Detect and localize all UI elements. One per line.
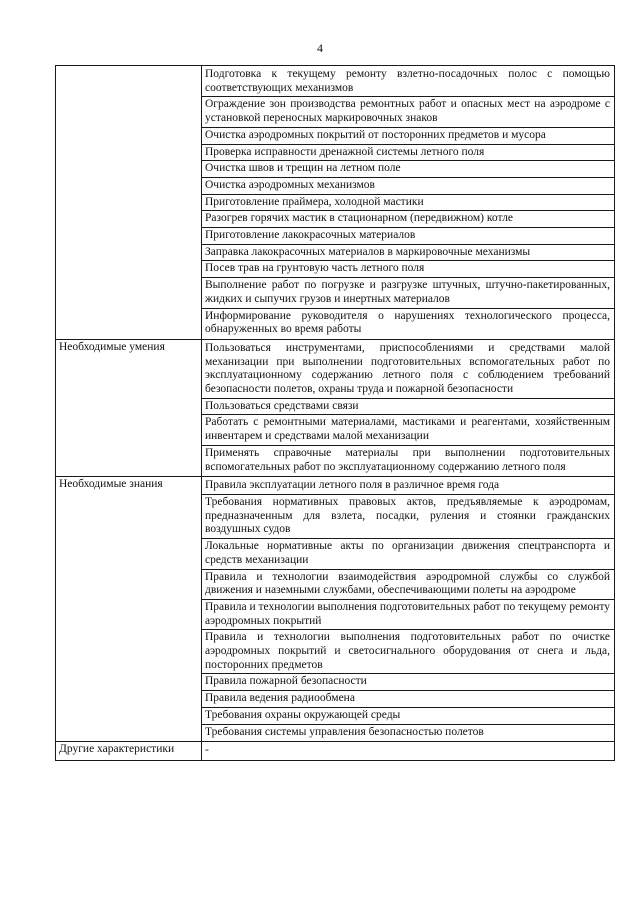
table-row [56,66,615,340]
list-item: Выполнение работ по погрузке и разгрузке штучных, штучно-пакетированных, жидких и сыпучих грузов и инертных материалов [201,278,614,308]
row-content [202,339,615,476]
list-item: Правила эксплуатации летного поля в различное время года [201,478,614,495]
list-item: Пользоваться инструментами, приспособлениями и средствами малой механизации при выполнении подготовительных вспомогательных работ по эксплуатационному содержанию летного поля с соблюдением требований безопасности полетов, охраны труда и пожарной безопасности [201,341,614,399]
list-item: Правила и технологии выполнения подготовительных работ по очистке аэродромных покрытий и светосигнального оборудования от снега и льда, посторонних предметов [201,630,614,674]
row-content [202,66,615,340]
list-item: Работать с ремонтными материалами, мастиками и реагентами, хозяйственным инвентарем и средствами малой механизации [201,415,614,445]
list-item: Очистка аэродромных механизмов [201,178,614,195]
list-item: Правила ведения радиообмена [201,691,614,708]
list-item: Требования системы управления безопасностью полетов [205,725,484,738]
row-label: Необходимые знания [56,477,202,742]
list-item: Проверка исправности дренажной системы летного поля [201,145,614,162]
list-item: Очистка швов и трещин на летном поле [201,161,614,178]
list-item: Требования охраны окружающей среды [201,708,614,725]
page-number: 4 [317,41,323,55]
list-item: Разогрев горячих мастик в стационарном (передвижном) котле [201,211,614,228]
list-item: Правила и технологии взаимодействия аэродромной службы со службой движения и наземными службами, обеспечивающими полеты на аэродроме [201,570,614,600]
list-item: Очистка аэродромных покрытий от посторонних предметов и мусора [201,128,614,145]
list-item: Пользоваться средствами связи [201,399,614,416]
row-content [202,477,615,742]
list-item: Правила пожарной безопасности [201,674,614,691]
table-body [56,66,615,761]
list-item: Применять справочные материалы при выполнении подготовительных вспомогательных работ по эксплуатационному содержанию летного поля [205,446,610,473]
list-item: - [205,744,209,757]
list-item: Подготовка к текущему ремонту взлетно-посадочных полос с помощью соответствующих механизмов [201,67,614,97]
characteristics-table [55,65,615,761]
table-row [56,477,615,742]
row-label [56,66,202,340]
row-label: Другие характеристики [56,742,202,761]
list-item: Требования нормативных правовых актов, предъявляемые к аэродромам, предназначенным для взлета, посадки, руления и стоянки гражданских воздушных судов [201,495,614,539]
row-label: Необходимые умения [56,339,202,476]
list-item: Ограждение зон производства ремонтных работ и опасных мест на аэродроме с установкой переносных маркировочных знаков [201,97,614,127]
list-item: Приготовление лакокрасочных материалов [201,228,614,245]
table-row [56,339,615,476]
list-item: Заправка лакокрасочных материалов в маркировочные механизмы [201,245,614,262]
list-item: Локальные нормативные акты по организации движения спецтранспорта и средств механизации [201,539,614,569]
list-item: Информирование руководителя о нарушениях технологического процесса, обнаруженных во время работы [205,309,610,336]
list-item: Приготовление праймера, холодной мастики [201,195,614,212]
list-item: Правила и технологии выполнения подготовительных работ по текущему ремонту аэродромных покрытий [201,600,614,630]
table-row [56,742,615,761]
row-content [202,742,615,761]
list-item: Посев трав на грунтовую часть летного поля [201,261,614,278]
